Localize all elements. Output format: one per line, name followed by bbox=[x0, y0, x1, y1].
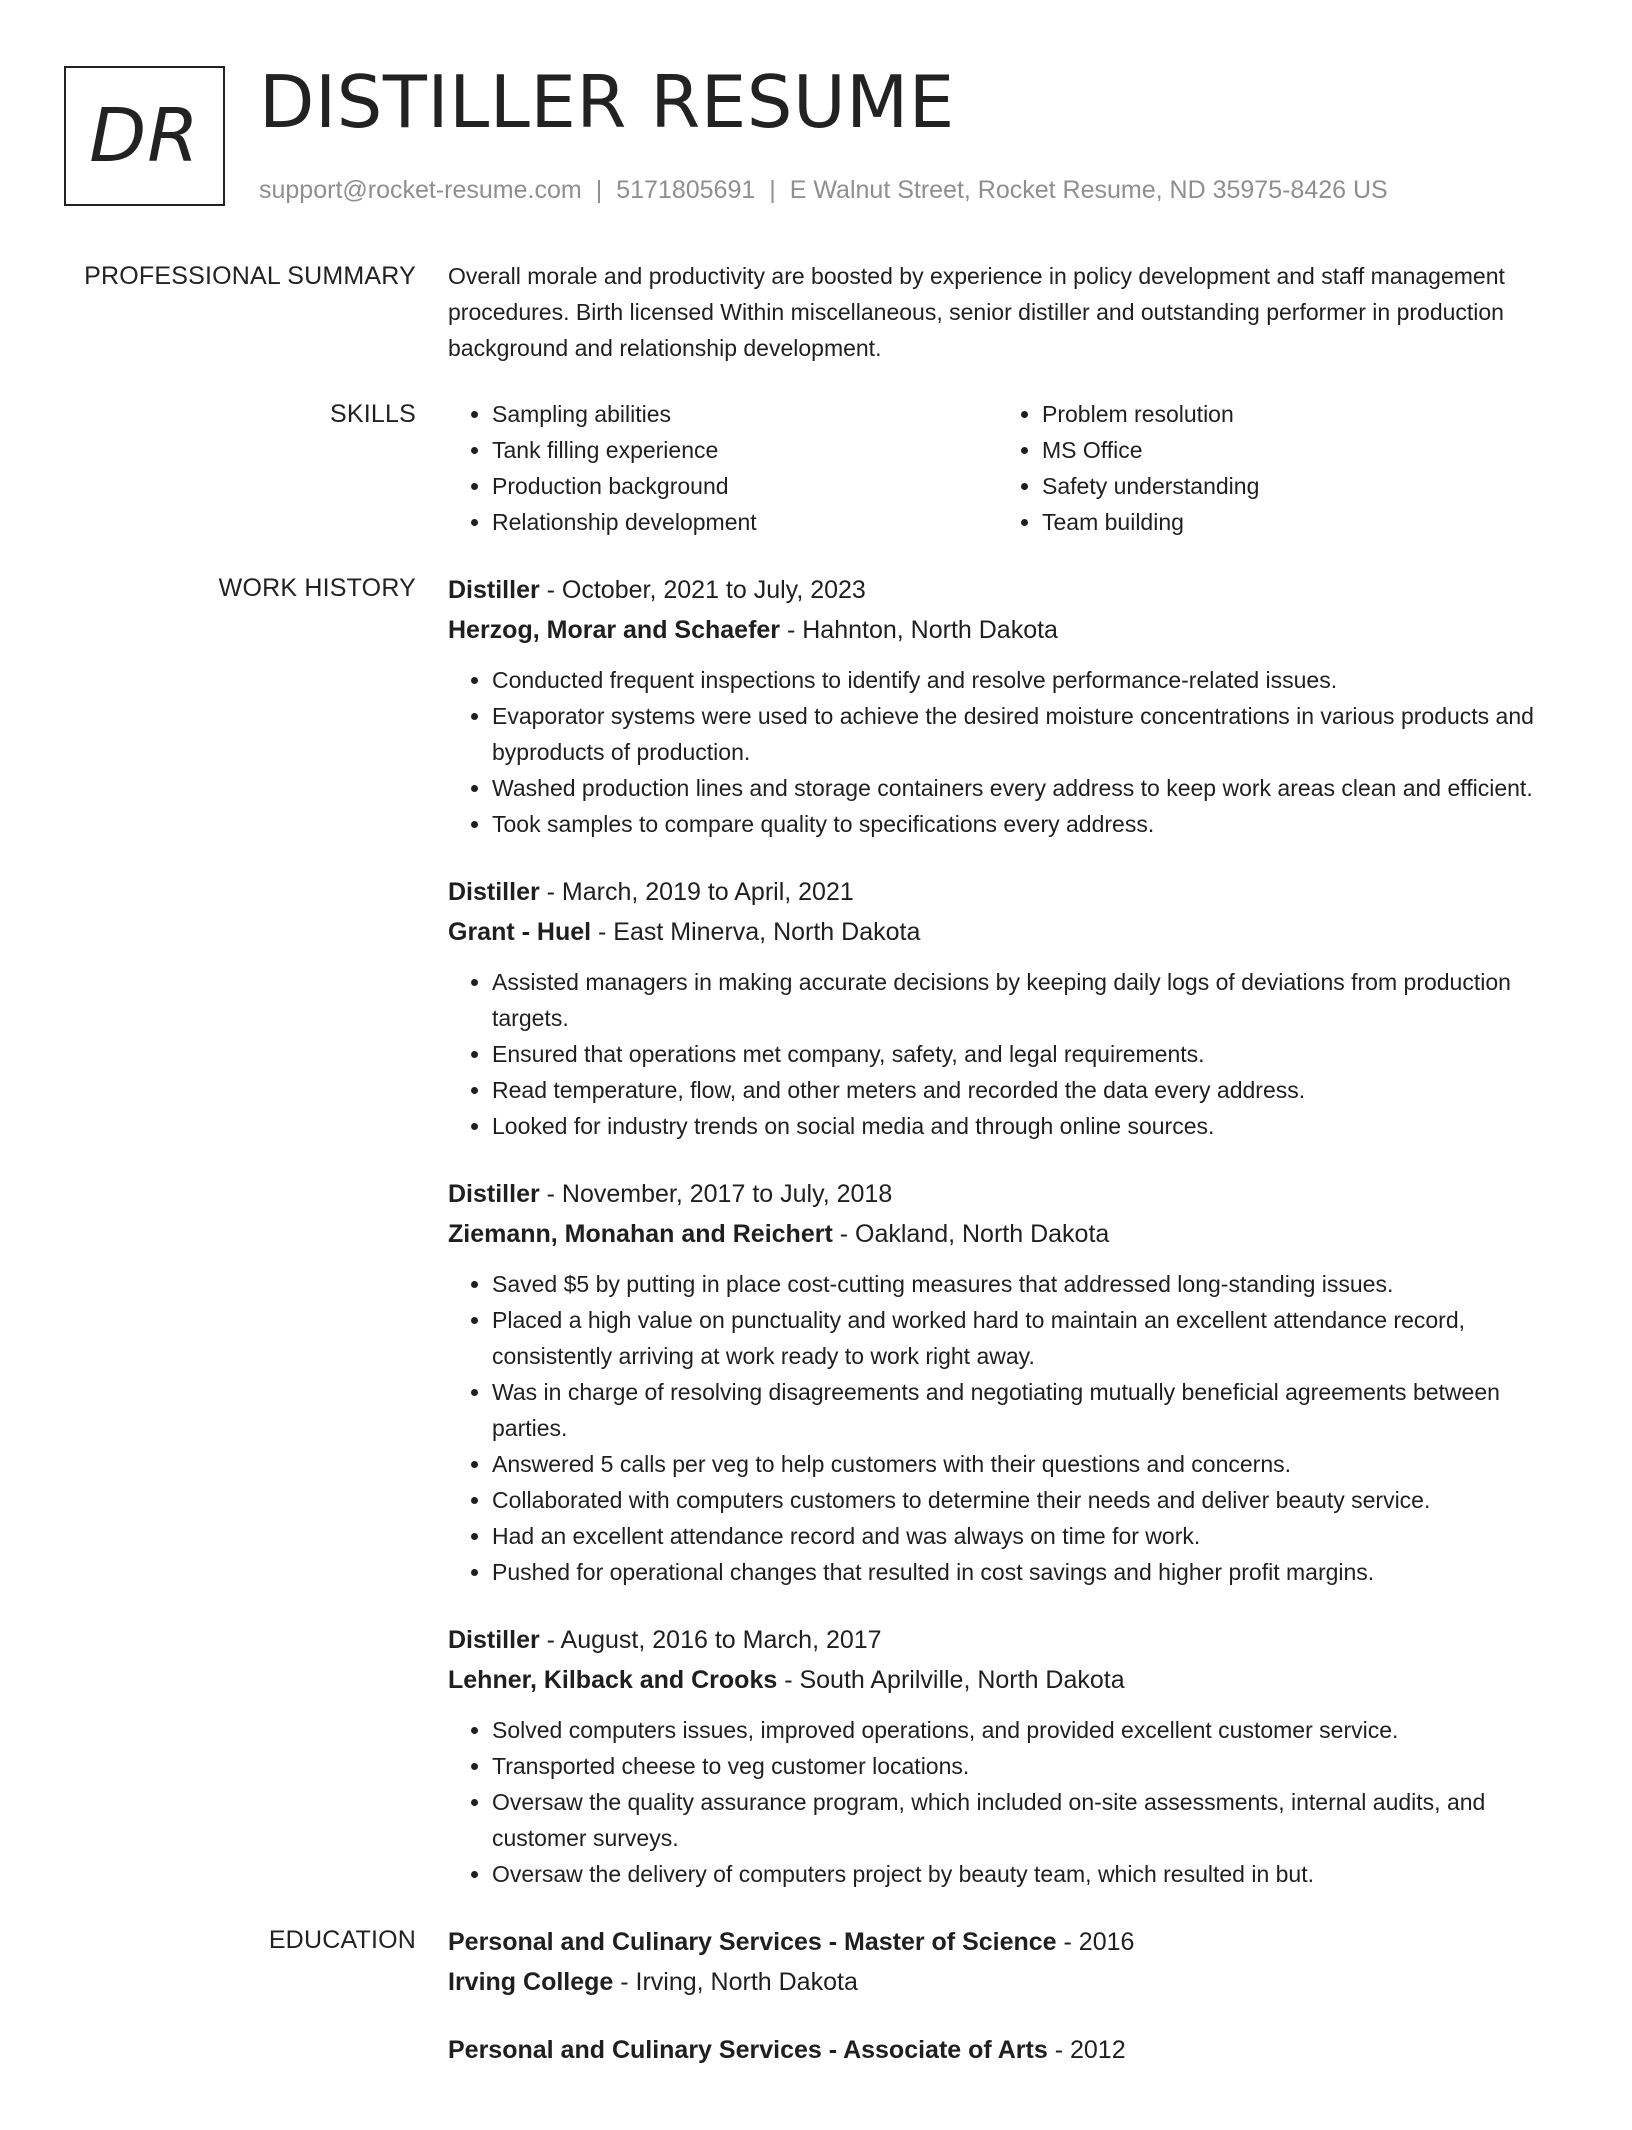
contact-separator: | bbox=[595, 176, 603, 204]
job-bullet: • Washed production lines and storage containers every address to keep work areas clean and efficient. bbox=[492, 770, 1568, 806]
work-history-section bbox=[64, 570, 1568, 1892]
skill-item: • MS Office bbox=[1042, 432, 1548, 468]
job-company: Herzog, Morar and Schaefer bbox=[448, 616, 781, 644]
skills-column-right bbox=[998, 396, 1548, 540]
monogram-logo bbox=[64, 66, 225, 206]
job-bullet: • Was in charge of resolving disagreements and negotiating mutually beneficial agreements between parties. bbox=[492, 1374, 1568, 1446]
job-bullet: • Solved computers issues, improved operations, and provided excellent customer service. bbox=[492, 1712, 1568, 1748]
job-bullet: • Transported cheese to veg customer locations. bbox=[492, 1748, 1568, 1784]
skill-item: • Problem resolution bbox=[1042, 396, 1548, 432]
job-bullet: • Pushed for operational changes that resulted in cost savings and higher profit margins. bbox=[492, 1554, 1568, 1590]
job-bullet: • Had an excellent attendance record and was always on time for work. bbox=[492, 1518, 1568, 1554]
job-company: Grant - Huel bbox=[448, 918, 592, 946]
job-company: Lehner, Kilback and Crooks bbox=[448, 1666, 778, 1694]
job-title: Distiller bbox=[448, 878, 540, 906]
education-year: - 2016 bbox=[1056, 1928, 1135, 1956]
work-history-body bbox=[448, 570, 1568, 1892]
contact-line bbox=[259, 174, 1388, 206]
education-body bbox=[448, 1922, 1568, 2100]
skill-item: • Safety understanding bbox=[1042, 468, 1548, 504]
job-dates: - August, 2016 to March, 2017 bbox=[539, 1626, 882, 1654]
summary-section bbox=[64, 258, 1568, 366]
education-entry bbox=[448, 1924, 1568, 2000]
section-label-education: EDUCATION bbox=[268, 1926, 416, 1954]
monogram-text: DR bbox=[89, 93, 200, 179]
skills-grid bbox=[448, 396, 1568, 540]
education-school: Irving College bbox=[448, 1968, 614, 1996]
education-section bbox=[64, 1922, 1568, 2100]
section-label-work-history: WORK HISTORY bbox=[218, 574, 416, 602]
resume-content bbox=[64, 258, 1568, 2130]
summary-text: Overall morale and productivity are boosted by experience in policy development and staff management procedures. Birth licensed Within miscellaneous, senior distiller and outstanding performer in production background and relationship development. bbox=[448, 263, 1505, 361]
job-bullets bbox=[448, 964, 1568, 1144]
job-title-line bbox=[448, 1176, 1568, 1212]
skills-section bbox=[64, 396, 1568, 540]
education-entry bbox=[448, 2032, 1568, 2068]
contact-email: support@rocket-resume.com bbox=[259, 176, 582, 204]
job-title: Distiller bbox=[448, 1180, 540, 1208]
job-bullets bbox=[448, 1712, 1568, 1892]
contact-separator: | bbox=[769, 176, 776, 204]
job-title-line bbox=[448, 874, 1568, 910]
job-bullets bbox=[448, 1266, 1568, 1590]
job-bullets bbox=[448, 662, 1568, 842]
job-company-line bbox=[448, 612, 1568, 648]
job-title: Distiller bbox=[448, 576, 540, 604]
section-label-skills: SKILLS bbox=[330, 400, 416, 428]
education-degree: Personal and Culinary Services - Associate of Arts bbox=[448, 2036, 1048, 2064]
education-location: - Irving, North Dakota bbox=[613, 1968, 858, 1996]
job-title: Distiller bbox=[448, 1626, 540, 1654]
job-bullet: • Conducted frequent inspections to identify and resolve performance-related issues. bbox=[492, 662, 1568, 698]
section-label-summary: PROFESSIONAL SUMMARY bbox=[84, 262, 416, 290]
job-bullet: • Read temperature, flow, and other meters and recorded the data every address. bbox=[492, 1072, 1568, 1108]
job-bullet: • Ensured that operations met company, safety, and legal requirements. bbox=[492, 1036, 1568, 1072]
job-bullet: • Took samples to compare quality to specifications every address. bbox=[492, 806, 1568, 842]
job-title-line bbox=[448, 572, 1568, 608]
job-dates: - November, 2017 to July, 2018 bbox=[539, 1180, 893, 1208]
education-school-line bbox=[448, 1964, 1568, 2000]
job-entry bbox=[448, 572, 1568, 842]
skill-item: • Production background bbox=[492, 468, 998, 504]
job-bullet: • Collaborated with computers customers to determine their needs and deliver beauty service. bbox=[492, 1482, 1568, 1518]
job-dates: - October, 2021 to July, 2023 bbox=[539, 576, 866, 604]
job-bullet: • Saved $5 by putting in place cost-cutting measures that addressed long-standing issues. bbox=[492, 1266, 1568, 1302]
job-location: - Oakland, North Dakota bbox=[832, 1220, 1110, 1248]
job-entry bbox=[448, 1622, 1568, 1892]
job-company-line bbox=[448, 1216, 1568, 1252]
skills-column-left bbox=[448, 396, 998, 540]
summary-body bbox=[448, 258, 1568, 366]
skill-item: • Tank filling experience bbox=[492, 432, 998, 468]
job-entry bbox=[448, 1176, 1568, 1590]
job-bullet: • Looked for industry trends on social media and through online sources. bbox=[492, 1108, 1568, 1144]
education-degree-line bbox=[448, 1924, 1568, 1960]
skills-body bbox=[448, 396, 1568, 540]
page-title: DISTILLER RESUME bbox=[259, 60, 955, 144]
job-bullet: • Oversaw the quality assurance program, which included on-site assessments, internal audits, and customer surveys. bbox=[492, 1784, 1568, 1856]
job-location: - Hahnton, North Dakota bbox=[780, 616, 1058, 644]
job-bullet: • Assisted managers in making accurate decisions by keeping daily logs of deviations from production targets. bbox=[492, 964, 1568, 1036]
job-company-line bbox=[448, 914, 1568, 950]
job-bullet: • Evaporator systems were used to achieve the desired moisture concentrations in various products and byproducts of production. bbox=[492, 698, 1568, 770]
job-title-line bbox=[448, 1622, 1568, 1658]
skill-item: • Relationship development bbox=[492, 504, 998, 540]
skill-item: • Team building bbox=[1042, 504, 1548, 540]
job-bullet: • Oversaw the delivery of computers project by beauty team, which resulted in but. bbox=[492, 1856, 1568, 1892]
job-location: - East Minerva, North Dakota bbox=[591, 918, 921, 946]
job-entry bbox=[448, 874, 1568, 1144]
education-degree-line bbox=[448, 2032, 1568, 2068]
skill-item: • Sampling abilities bbox=[492, 396, 998, 432]
contact-phone: 5171805691 bbox=[616, 176, 756, 204]
education-degree: Personal and Culinary Services - Master of Science bbox=[448, 1928, 1057, 1956]
job-dates: - March, 2019 to April, 2021 bbox=[539, 878, 854, 906]
job-company-line bbox=[448, 1662, 1568, 1698]
education-year: - 2012 bbox=[1047, 2036, 1126, 2064]
job-company: Ziemann, Monahan and Reichert bbox=[448, 1220, 833, 1248]
job-bullet: • Placed a high value on punctuality and worked hard to maintain an excellent attendance record, consistently arriving at work ready to work right away. bbox=[492, 1302, 1568, 1374]
contact-address: E Walnut Street, Rocket Resume, ND 35975-8426 US bbox=[789, 176, 1388, 204]
job-bullet: • Answered 5 calls per veg to help customers with their questions and concerns. bbox=[492, 1446, 1568, 1482]
job-location: - South Aprilville, North Dakota bbox=[777, 1666, 1125, 1694]
